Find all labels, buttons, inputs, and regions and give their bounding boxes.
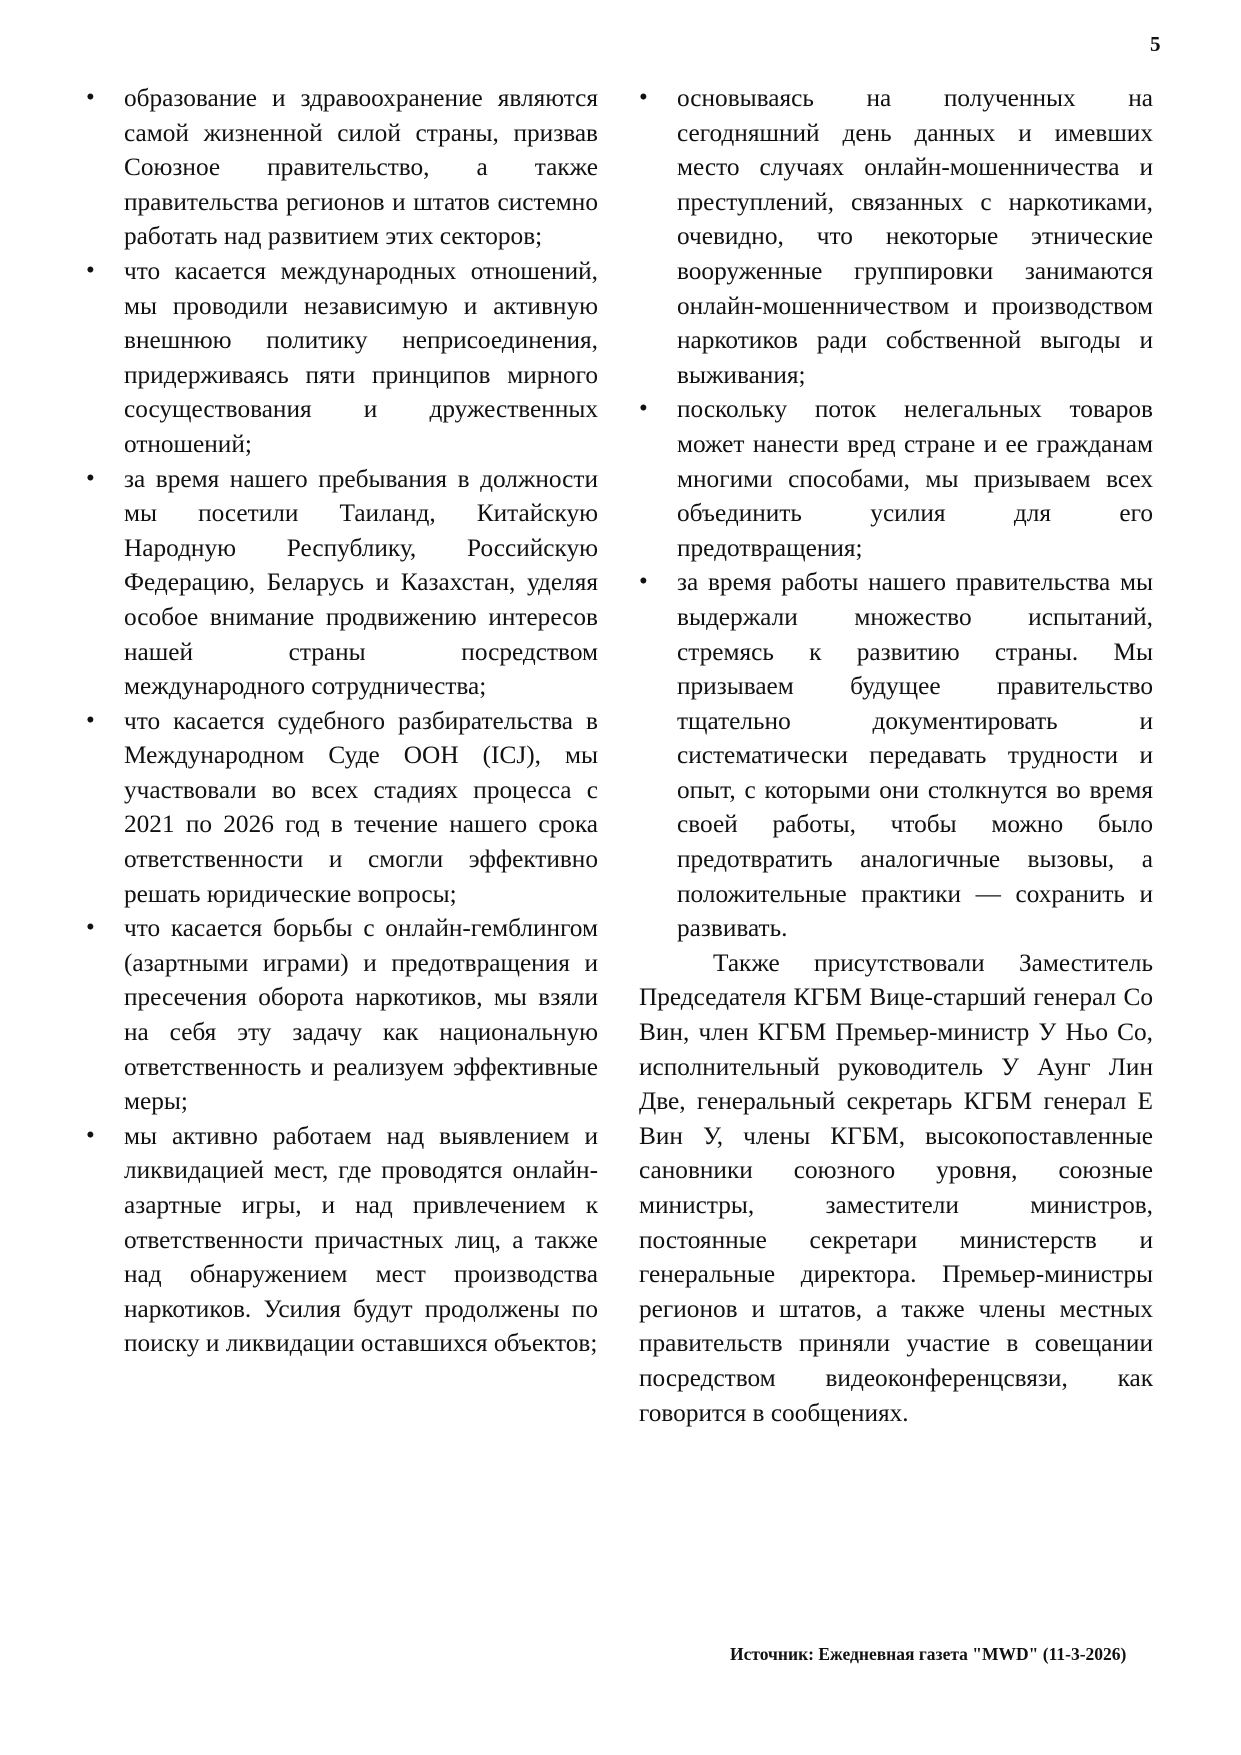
left-column	[86, 81, 598, 1361]
right-column	[639, 81, 1153, 1430]
source-citation: Источник: Ежедневная газета "MWD" (11-3-2026)	[730, 1644, 1127, 1664]
bullet-list-left	[86, 81, 598, 1361]
bullet-item: • что касается судебного разбирательства в Международном Суде ООН (ICJ), мы участвовали во всех стадиях процесса с 2021 по 2026 год в течение нашего срока ответственности и смогли эффективно решать юридические вопросы;	[86, 704, 598, 912]
bullet-list-right	[639, 81, 1153, 946]
bullet-item: • за время работы нашего правительства мы выдержали множество испытаний, стремясь к развитию страны. Мы призываем будущее правительство тщательно документировать и систематически передавать трудности и опыт, с которыми они столкнутся во время своей работы, чтобы можно было предотвратить аналогичные вызовы, а положительные практики — сохранить и развивать.	[639, 565, 1153, 946]
bullet-item: • за время нашего пребывания в должности мы посетили Таиланд, Китайскую Народную Республику, Российскую Федерацию, Беларусь и Казахстан, уделяя особое внимание продвижению интересов нашей страны посредством международного сотрудничества;	[86, 462, 598, 704]
bullet-item: • поскольку поток нелегальных товаров может нанести вред стране и ее гражданам многими способами, мы призываем всех объединить усилия для его предотвращения;	[639, 392, 1153, 565]
bullet-item: • основываясь на полученных на сегодняшний день данных и имевших место случаях онлайн-мошенничества и преступлений, связанных с наркотиками, очевидно, что некоторые этнические вооруженные группировки занимаются онлайн-мошенничеством и производством наркотиков ради собственной выгоды и выживания;	[639, 81, 1153, 392]
bullet-item: • мы активно работаем над выявлением и ликвидацией мест, где проводятся онлайн-азартные игры, и над привлечением к ответственности причастных лиц, а также над обнаружением мест производства наркотиков. Усилия будут продолжены по поиску и ликвидации оставшихся объектов;	[86, 1119, 598, 1361]
bullet-item: • образование и здравоохранение являются самой жизненной силой страны, призвав Союзное правительство, а также правительства регионов и штатов системно работать над развитием этих секторов;	[86, 81, 598, 254]
page-number: 5	[1150, 32, 1161, 56]
closing-paragraph: Также присутствовали Заместитель Председателя КГБМ Вице-старший генерал Со Вин, член КГБМ Премьер-министр У Ньо Со, исполнительный руководитель У Аунг Лин Две, генеральный секретарь КГБМ генерал Е Вин У, члены КГБМ, высокопоставленные сановники союзного уровня, союзные министры, заместители министров, постоянные секретари министерств и генеральные директора. Премьер-министры регионов и штатов, а также члены местных правительств приняли участие в совещании посредством видеоконференцсвязи, как говорится в сообщениях.	[639, 948, 1153, 1427]
bullet-item: • что касается борьбы с онлайн-гемблингом (азартными играми) и предотвращения и пресечения оборота наркотиков, мы взяли на себя эту задачу как национальную ответственность и реализуем эффективные меры;	[86, 911, 598, 1119]
bullet-item: • что касается международных отношений, мы проводили независимую и активную внешнюю политику неприсоединения, придерживаясь пяти принципов мирного сосуществования и дружественных отношений;	[86, 254, 598, 462]
